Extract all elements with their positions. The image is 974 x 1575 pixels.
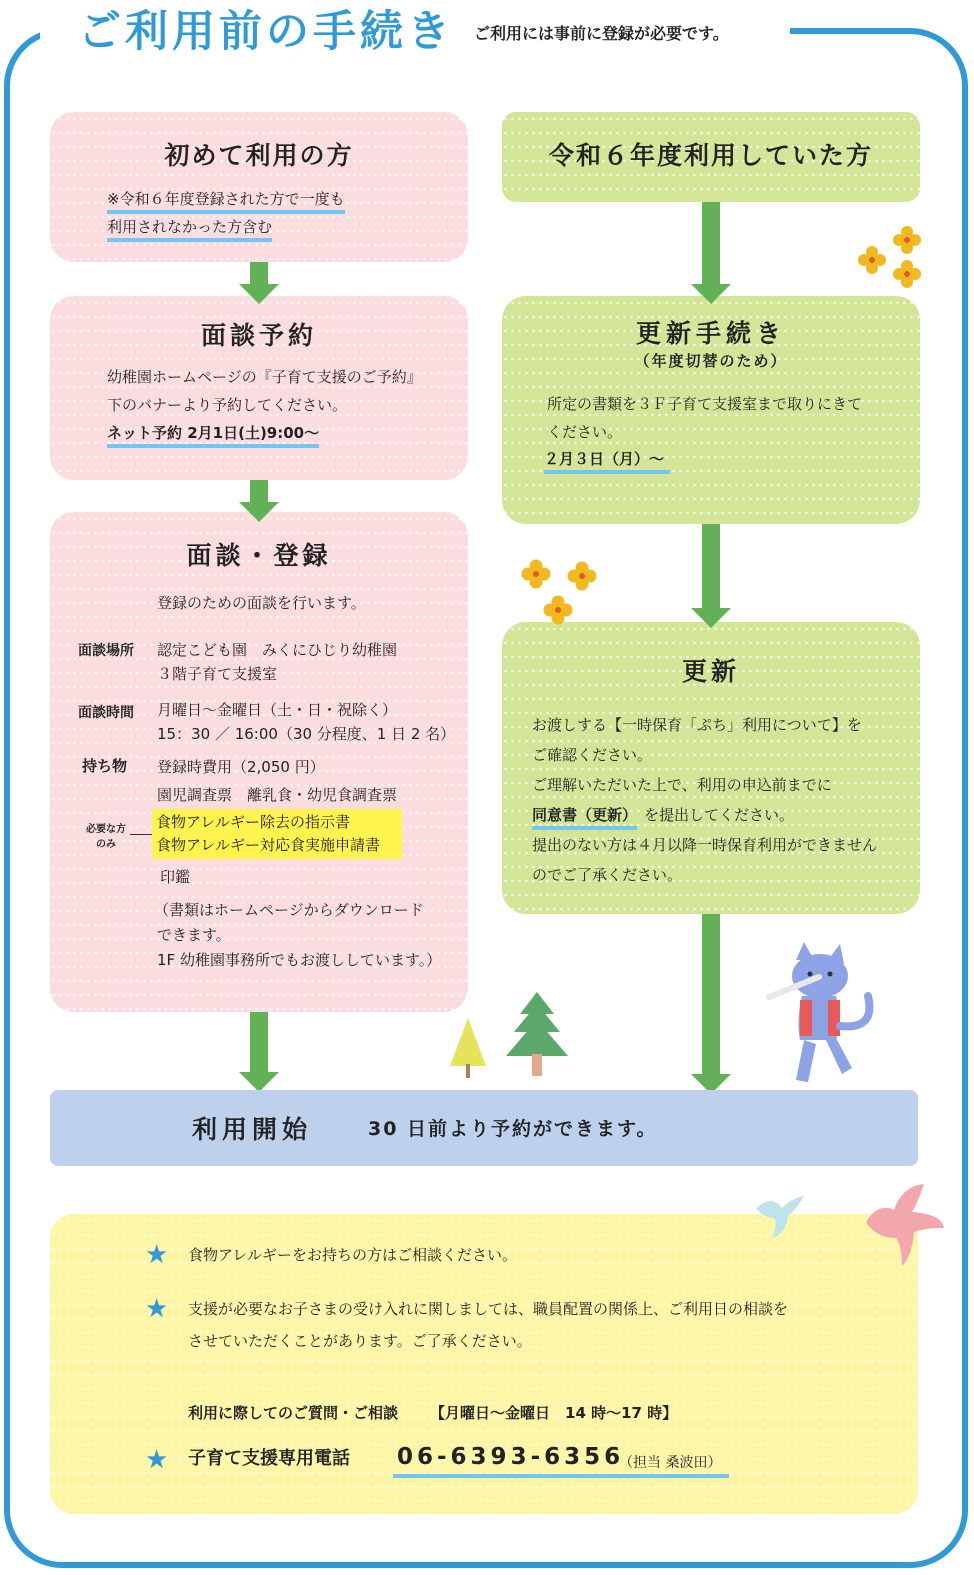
allergy-1: 食物アレルギー除去の指示書	[156, 813, 351, 831]
renewal-procedure-title: 更新手続き	[635, 319, 786, 348]
renewal-procedure-line-2: ください。	[547, 423, 623, 441]
flower-cluster-middle	[512, 552, 612, 632]
renewal-procedure-line-1: 所定の書類を３Ｆ子育て支援室まで取りにきて	[547, 395, 863, 413]
first-time-title: 初めて利用の方	[164, 141, 354, 170]
arrow-renewal-to-start	[691, 914, 731, 1096]
phone-number-value: 06-6393-6356	[397, 1444, 625, 1470]
notes-box	[50, 1214, 918, 1514]
time-line-1: 月曜日〜金曜日（土・日・祝除く）	[157, 701, 398, 719]
renewal-line-6: のでご了承ください。	[532, 866, 683, 884]
place-line-2: ３階子育て支援室	[157, 665, 278, 683]
renewal-line-5: 提出のない方は４月以降一時保育利用ができません	[532, 836, 878, 854]
item-1: 登録時費用（2,050 円）	[157, 758, 325, 776]
first-time-box	[50, 112, 468, 262]
place-line-1: 認定こども園 みくにひじり幼稚園	[157, 641, 398, 659]
flower-icon	[893, 226, 921, 254]
required-label-2: のみ	[96, 839, 116, 850]
reservation-line-1: 幼稚園ホームページの『子育て支援のご予約』	[107, 368, 422, 386]
arrow-reservation-to-registration	[239, 480, 279, 522]
renewal-procedure-date: ２月３日（月）〜	[544, 448, 670, 474]
items-label: 持ち物	[82, 757, 128, 775]
registration-box	[50, 512, 468, 1012]
phone-number	[393, 1444, 729, 1478]
arrow-first-to-reservation	[239, 262, 279, 304]
consent-form: 同意書（更新）	[532, 804, 637, 830]
phone-person: （担当 桑波田）	[619, 1455, 722, 1471]
flower-cluster-top	[852, 222, 932, 292]
bird-icon	[752, 1190, 806, 1240]
flower-icon	[858, 246, 886, 274]
renewal-line-2: ご確認ください。	[532, 746, 653, 764]
flower-icon	[893, 260, 921, 288]
renewal-line-1: お渡しする【一時保育「ぷち」利用について】を	[532, 716, 862, 734]
previous-users-box	[502, 112, 920, 202]
start-title: 利用開始	[192, 1115, 313, 1144]
arrow-registration-to-start	[239, 1012, 279, 1094]
renewal-procedure-box	[502, 296, 920, 524]
cat-with-flute-illustration	[756, 940, 886, 1090]
required-connector-line	[130, 834, 152, 835]
allergy-2: 食物アレルギー対応食実施申請書	[156, 836, 381, 854]
time-line-2: 15：30 ／ 16:00（30 分程度、1 日 2 名）	[157, 725, 456, 743]
required-label-1: 必要な方	[86, 824, 126, 835]
registration-intro: 登録のための面談を行います。	[157, 594, 366, 612]
place-label: 面談場所	[78, 643, 134, 659]
item-2: 園児調査票 離乳食・幼児食調査票	[157, 786, 398, 804]
star-icon: ★	[145, 1445, 169, 1475]
renewal-line-4: を提出してください。	[644, 806, 795, 824]
download-line-1: （書類はホームページからダウンロード	[154, 901, 424, 919]
page-title: ご利用前の手続き	[78, 7, 454, 57]
tree-icon	[504, 990, 570, 1080]
phone-label: 子育て支援専用電話	[188, 1448, 350, 1469]
note-1: 食物アレルギーをお持ちの方はご相談ください。	[188, 1246, 518, 1264]
start-note: 30 日前より予約ができます。	[368, 1118, 658, 1140]
arrow-previous-to-procedure	[691, 202, 731, 306]
seal: 印鑑	[160, 868, 191, 886]
start-bar	[50, 1090, 918, 1166]
time-label: 面談時間	[78, 705, 134, 721]
registration-title: 面談・登録	[186, 541, 332, 570]
note-2-line-1: 支援が必要なお子さまの受け入れに関しましては、職員配置の関係上、ご利用日の相談を	[188, 1300, 789, 1318]
download-line-2: できます。	[157, 926, 231, 944]
renewal-title: 更新	[681, 657, 740, 686]
star-icon: ★	[145, 1240, 169, 1270]
star-icon: ★	[145, 1294, 169, 1324]
contact-hours: 【月曜日〜金曜日 14 時〜17 時】	[430, 1404, 678, 1422]
reservation-line-2: 下のバナーより予約してください。	[107, 396, 348, 414]
download-line-3: 1F 幼稚園事務所でもお渡ししています。）	[157, 951, 442, 969]
first-time-note-1: ※令和６年度登録された方で一度も	[107, 188, 345, 214]
renewal-line-3: ご理解いただいた上で、利用の申込前までに	[532, 776, 832, 794]
bird-icon	[862, 1182, 946, 1268]
reservation-title: 面談予約	[200, 321, 317, 350]
reservation-box	[50, 296, 468, 480]
flower-icon	[522, 560, 551, 589]
note-2-line-2: させていただくことがあります。ご了承ください。	[188, 1332, 532, 1350]
renewal-box	[502, 622, 920, 914]
net-reservation-date: ネット予約 2月1日(土)9:00〜	[107, 422, 319, 448]
flower-icon	[568, 562, 597, 591]
page-subtitle: ご利用には事前に登録が必要です。	[474, 24, 729, 43]
renewal-procedure-subtitle: （年度切替のため）	[634, 352, 788, 370]
previous-users-title: 令和６年度利用していた方	[548, 141, 873, 170]
flower-icon	[544, 596, 573, 625]
contact-label: 利用に際してのご質問・ご相談	[188, 1404, 399, 1422]
first-time-note-2: 利用されなかった方含む	[107, 216, 272, 242]
tree-icon	[446, 1016, 490, 1080]
arrow-procedure-to-renewal	[691, 524, 731, 630]
